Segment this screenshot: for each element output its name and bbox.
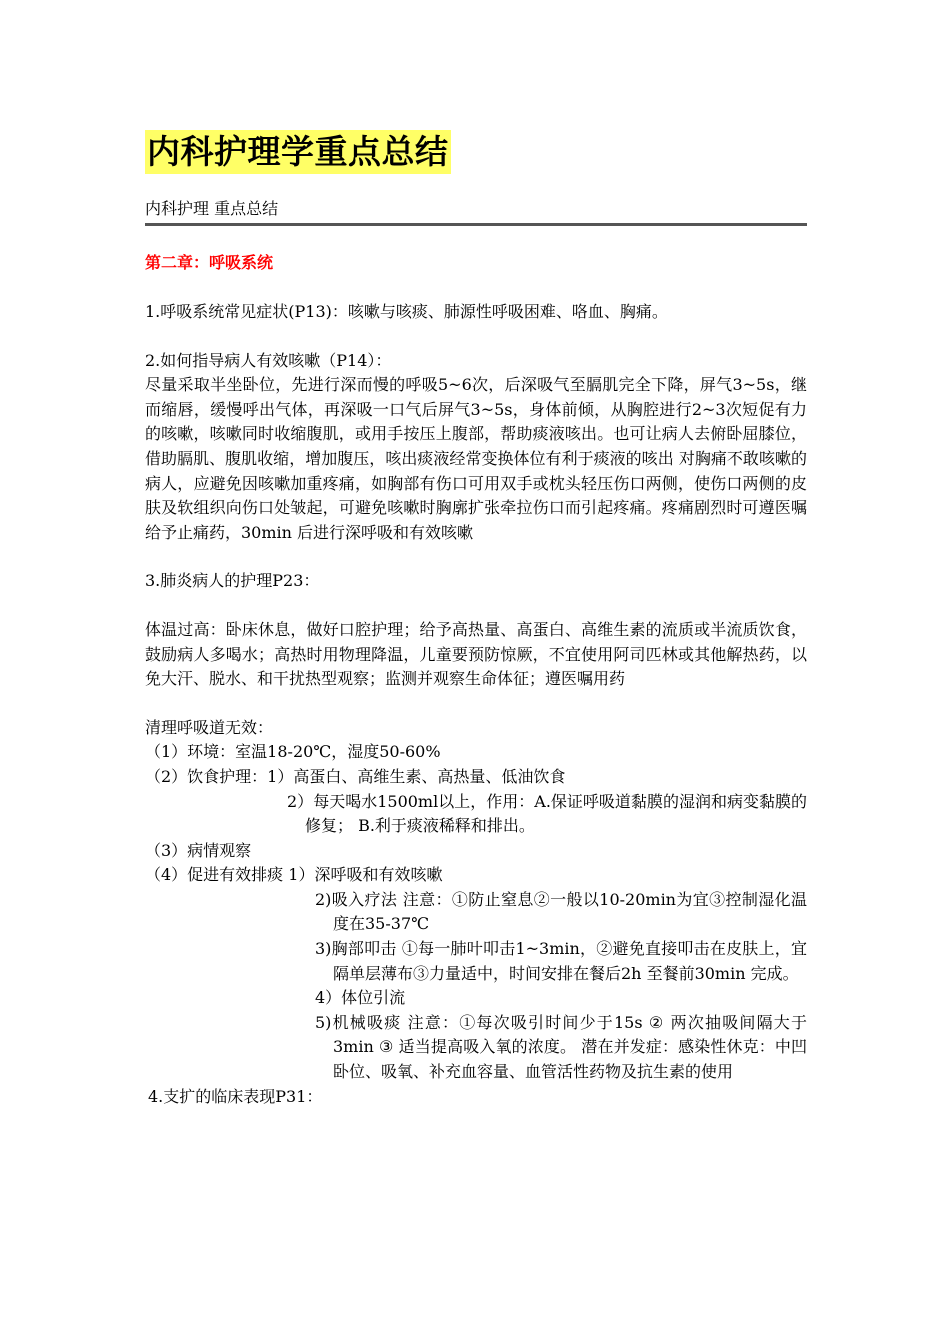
item-2-body: 尽量采取半坐卧位，先进行深而慢的呼吸5~6次，后深吸气至膈肌完全下降，屏气3~5s，继而缩唇，缓慢呼出气体，再深吸一口气后屏气3~5s，身体前倾，从胸腔进行2~3次短促有力的咳嗽，咳嗽同时收缩腹肌，或用手按压上腹部，帮助痰液咳出。也可让病人去俯卧屈膝位，借助膈肌、腹肌收缩，增加腹压，咳出痰液经常变换体位有利于痰液的咳出 对胸痛不敢咳嗽的病人，应避免因咳嗽加重疼痛，如胸部有伤口可用双手或枕头轻压伤口两侧，使伤口两侧的皮肤及软组织向伤口处皱起，可避免咳嗽时胸廓扩张牵拉伤口而引起疼痛。疼痛剧烈时可遵医嘱给予止痛药，30min 后进行深呼吸和有效咳嗽: [145, 375, 807, 542]
diet-line-2: 2）每天喝水1500ml以上，作用：A.保证呼吸道黏膜的湿润和病变黏膜的修复； B.利于痰液稀释和排出。: [287, 791, 807, 836]
expectoration-line-4: 4）体位引流: [315, 988, 406, 1008]
document-subtitle: 内科护理 重点总结: [145, 199, 279, 218]
diet-line-1: （2）饮食护理：1）高蛋白、高维生素、高热量、低油饮食: [145, 766, 566, 786]
chapter-heading: 第二章：呼吸系统: [145, 253, 274, 272]
expectoration-line-2: 2)吸入疗法 注意：①防止窒息②一般以10-20min为宜③控制湿化温度在35-37℃: [315, 889, 807, 934]
expectoration-line-5: 5)机械吸痰 注意：①每次吸引时间少于15s ② 两次抽吸间隔大于3min ③ 适当提高吸入氧的浓度。 潜在并发症：感染性休克：中凹卧位、吸氧、补充血容量、血管活性药物及抗生素的使用: [315, 1012, 807, 1082]
document-title: 内科护理学重点总结: [145, 130, 451, 174]
item-3-heading: 3.肺炎病人的护理P23：: [145, 571, 320, 591]
fever-paragraph: 体温过高：卧床休息，做好口腔护理；给予高热量、高蛋白、高维生素的流质或半流质饮食，鼓励病人多喝水；高热时用物理降温，儿童要预防惊厥，不宜使用阿司匹林或其他解热药，以免大汗、脱水、和干扰热型观察；监测并观察生命体征；遵医嘱用药: [145, 619, 807, 689]
divider: [145, 223, 807, 226]
item-1: 1.呼吸系统常见症状(P13)：咳嗽与咳痰、肺源性呼吸困难、咯血、胸痛。: [145, 302, 668, 321]
document-page: [145, 120, 807, 1109]
environment-line: （1）环境：室温18-20℃，湿度50-60%: [145, 742, 441, 762]
item-4-heading: 4.支扩的临床表现P31：: [148, 1086, 323, 1106]
expectoration-line-3: 3)胸部叩击 ①每一肺叶叩击1~3min，②避免直接叩击在皮肤上，宜隔单层薄布③力量适中，时间安排在餐后2h 至餐前30min 完成。: [315, 939, 807, 983]
airway-heading: 清理呼吸道无效：: [145, 717, 274, 737]
item-2-heading: 2.如何指导病人有效咳嗽（P14）：: [145, 350, 392, 370]
observation-line: （3）病情观察: [145, 840, 252, 860]
expectoration-line-1: （4）促进有效排痰 1）深呼吸和有效咳嗽: [145, 865, 443, 885]
